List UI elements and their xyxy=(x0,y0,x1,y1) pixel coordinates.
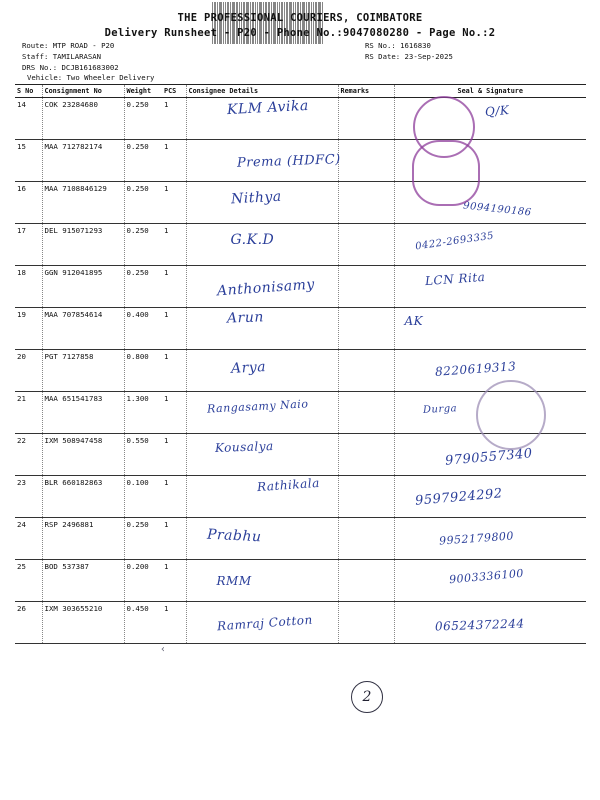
handwritten-consignee: G.K.D xyxy=(230,232,275,248)
cell-consignment: DEL 915071293 xyxy=(42,224,124,266)
handwritten-consignee: Kousalya xyxy=(214,438,274,456)
cell-pcs: 1 xyxy=(162,560,186,602)
handwritten-consignee: RMM xyxy=(216,574,252,588)
table-header-row xyxy=(15,85,586,98)
cell-sno: 25 xyxy=(15,560,42,602)
col-sno: S No xyxy=(15,85,42,98)
cell-consignment: MAA 651541783 xyxy=(42,392,124,434)
cell-seal-signature xyxy=(394,350,586,392)
cell-consignment: BOD 537387 xyxy=(42,560,124,602)
cell-seal-signature xyxy=(394,518,586,560)
cell-sno: 21 xyxy=(15,392,42,434)
table-row xyxy=(15,308,586,350)
cell-remarks xyxy=(338,476,394,518)
col-remarks: Remarks xyxy=(338,85,394,98)
handwritten-signature: LCN Rita xyxy=(424,269,486,289)
cell-pcs: 1 xyxy=(162,308,186,350)
cell-sno: 20 xyxy=(15,350,42,392)
cell-consignee xyxy=(186,434,338,476)
col-consignee: Consignee Details xyxy=(186,85,338,98)
cell-sno: 22 xyxy=(15,434,42,476)
handwritten-signature: 8220619313 xyxy=(434,359,517,379)
table-row xyxy=(15,266,586,308)
handwritten-consignee: Arun xyxy=(226,309,264,327)
cell-weight: 0.800 xyxy=(124,350,162,392)
cell-consignment: BLR 660182863 xyxy=(42,476,124,518)
cell-consignment: MAA 712782174 xyxy=(42,140,124,182)
company-title: THE PROFESSIONAL COURIERS, COIMBATORE xyxy=(177,12,423,24)
cell-seal-signature xyxy=(394,266,586,308)
cell-consignee xyxy=(186,308,338,350)
cell-weight: 0.450 xyxy=(124,602,162,644)
cell-pcs: 1 xyxy=(162,224,186,266)
cell-consignee xyxy=(186,602,338,644)
cell-sno: 24 xyxy=(15,518,42,560)
cell-sno: 23 xyxy=(15,476,42,518)
cell-consignment: RSP 2496881 xyxy=(42,518,124,560)
table-row xyxy=(15,224,586,266)
cell-seal-signature xyxy=(394,560,586,602)
cell-consignee xyxy=(186,560,338,602)
cell-consignee xyxy=(186,476,338,518)
handwritten-signature: 9597924292 xyxy=(414,486,503,509)
handwritten-consignee: Prema (HDFC) xyxy=(236,152,341,171)
cell-weight: 0.250 xyxy=(124,182,162,224)
cell-pcs: 1 xyxy=(162,434,186,476)
cell-consignee xyxy=(186,350,338,392)
cell-weight: 0.550 xyxy=(124,434,162,476)
handwritten-consignee: Rathikala xyxy=(256,475,320,495)
vehicle-label: Vehicle: Two Wheeler Delivery xyxy=(27,73,155,82)
table-row xyxy=(15,98,586,140)
cell-weight: 0.250 xyxy=(124,224,162,266)
table-row xyxy=(15,182,586,224)
cell-seal-signature xyxy=(394,602,586,644)
cell-consignee xyxy=(186,140,341,182)
table-row xyxy=(15,518,586,560)
cell-pcs: 1 xyxy=(162,266,186,308)
cell-weight: 0.100 xyxy=(124,476,162,518)
cell-sno: 26 xyxy=(15,602,42,644)
cell-remarks xyxy=(338,350,394,392)
cell-weight: 0.200 xyxy=(124,560,162,602)
cell-weight: 0.250 xyxy=(124,266,162,308)
runsheet-subtitle: Delivery Runsheet - P20 - Phone No.:9047080280 - Page No.:2 xyxy=(104,27,496,39)
table-row xyxy=(15,140,586,182)
cell-remarks xyxy=(338,140,394,182)
cell-pcs: 1 xyxy=(162,602,186,644)
cell-weight: 1.300 xyxy=(124,392,162,434)
cell-sno: 18 xyxy=(15,266,42,308)
cell-sno: 17 xyxy=(15,224,42,266)
pen-mark: ‹ xyxy=(160,644,167,655)
handwritten-consignee: Arya xyxy=(230,359,266,377)
handwritten-consignee: Anthonisamy xyxy=(216,276,315,300)
handwritten-signature: 9094190186 xyxy=(462,200,532,219)
staff-label: Staff: TAMILARASAN xyxy=(22,52,102,61)
handwritten-consignee: Nithya xyxy=(230,188,282,208)
cell-consignee xyxy=(186,182,338,224)
col-weight: Weight xyxy=(124,85,162,98)
handwritten-signature: Q/K xyxy=(483,102,510,120)
handwritten-page-number: 2 xyxy=(351,681,383,713)
cell-pcs: 1 xyxy=(162,140,186,182)
cell-seal-signature xyxy=(394,308,586,350)
handwritten-consignee: KLM Avika xyxy=(226,97,309,119)
table-row xyxy=(15,602,586,644)
col-seal-signature: Seal & Signature xyxy=(394,85,586,98)
cell-consignee xyxy=(186,98,338,140)
rs-date: RS Date: 23-Sep-2025 xyxy=(365,52,453,61)
cell-remarks xyxy=(338,266,394,308)
cell-consignment: PGT 7127858 xyxy=(42,350,124,392)
handwritten-signature: AK xyxy=(404,314,424,328)
handwritten-signature: 0422-2693335 xyxy=(414,230,495,253)
handwritten-consignee: Rangasamy Naio xyxy=(206,397,309,416)
col-pcs: PCS xyxy=(162,85,186,98)
cell-remarks xyxy=(338,98,394,140)
route-label: Route: MTP ROAD - P20 xyxy=(22,41,115,50)
cell-consignee xyxy=(186,266,338,308)
cell-sno: 14 xyxy=(15,98,42,140)
col-consignment: Consignment No xyxy=(42,85,124,98)
rs-number: RS No.: 1616830 xyxy=(365,41,431,50)
cell-seal-signature xyxy=(394,224,586,266)
round-seal-stamp xyxy=(476,380,546,450)
cell-sno: 15 xyxy=(15,140,42,182)
drs-number: DRS No.: DCJB161683002 xyxy=(22,63,119,72)
handwritten-signature: Durga xyxy=(422,403,457,416)
handwritten-signature: 9003336100 xyxy=(448,566,524,587)
cell-consignment: COK 23284680 xyxy=(42,98,124,140)
cell-remarks xyxy=(338,518,394,560)
handwritten-consignee: Prabhu xyxy=(206,526,262,546)
table-row xyxy=(15,560,586,602)
cell-consignment: IXM 303655210 xyxy=(42,602,124,644)
cell-consignment: GGN 912041895 xyxy=(42,266,124,308)
runsheet-table xyxy=(15,84,586,644)
handwritten-signature: 9790557340 xyxy=(444,446,533,469)
cell-pcs: 1 xyxy=(162,182,186,224)
cell-weight: 0.400 xyxy=(124,308,162,350)
cell-remarks xyxy=(338,434,394,476)
handwritten-signature: 9952179800 xyxy=(438,529,514,548)
cell-remarks xyxy=(338,392,394,434)
hdfc-stamp-2 xyxy=(412,140,480,206)
cell-sno: 19 xyxy=(15,308,42,350)
cell-pcs: 1 xyxy=(162,476,186,518)
cell-consignee xyxy=(186,392,338,434)
cell-remarks xyxy=(338,560,394,602)
table-row xyxy=(15,476,586,518)
cell-remarks xyxy=(338,224,394,266)
handwritten-consignee: Ramraj Cotton xyxy=(216,612,313,634)
cell-pcs: 1 xyxy=(162,98,186,140)
cell-remarks xyxy=(338,602,394,644)
cell-weight: 0.250 xyxy=(124,140,162,182)
cell-pcs: 1 xyxy=(162,350,186,392)
cell-weight: 0.250 xyxy=(124,518,162,560)
cell-remarks xyxy=(338,308,394,350)
cell-weight: 0.250 xyxy=(124,98,162,140)
cell-consignment: MAA 7108846129 xyxy=(42,182,124,224)
cell-consignment: MAA 707854614 xyxy=(42,308,124,350)
cell-consignment: IXM 508947458 xyxy=(42,434,124,476)
cell-remarks xyxy=(338,182,394,224)
cell-sno: 16 xyxy=(15,182,42,224)
handwritten-signature: 06524372244 xyxy=(434,616,525,634)
cell-pcs: 1 xyxy=(162,392,186,434)
cell-consignee xyxy=(186,224,338,266)
cell-consignee xyxy=(186,518,338,560)
cell-pcs: 1 xyxy=(162,518,186,560)
cell-seal-signature xyxy=(394,476,586,518)
